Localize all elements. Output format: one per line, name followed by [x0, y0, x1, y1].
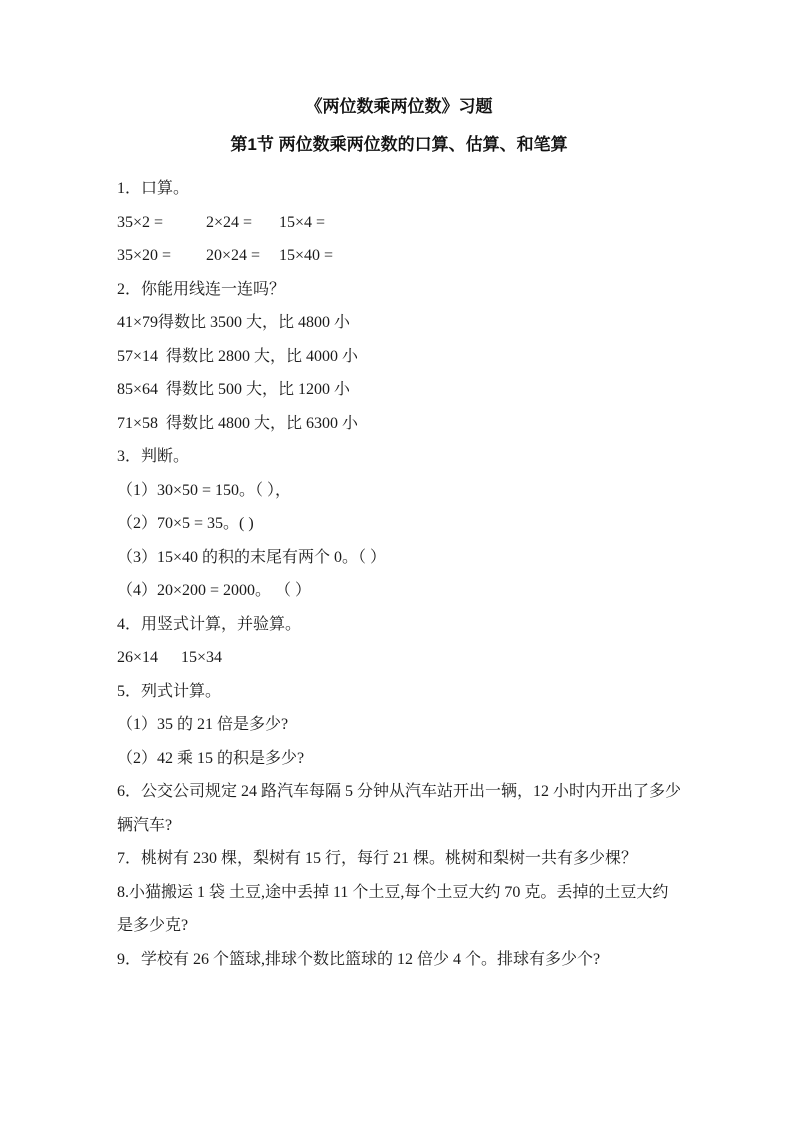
- oral-calc-expression: 35×20 =: [117, 247, 172, 264]
- q3-judgment-item: （2）70×5 = 35。( ): [117, 515, 254, 532]
- q1-row-1: [117, 206, 681, 240]
- oral-calc-expression: 15×4 =: [279, 213, 326, 231]
- q6-text-line-2: 辆汽车?: [117, 816, 173, 834]
- oral-calc-expression: 2×24 =: [206, 213, 253, 231]
- q3-heading: 3．判断。: [117, 448, 190, 465]
- q1-heading: 1．口算。: [117, 180, 190, 197]
- q4-expressions-row: [117, 641, 681, 675]
- q3-judgment-item: （3）15×40 的积的末尾有两个 0。（ ）: [117, 548, 387, 566]
- q3-judgment-item: （1）30×50 = 150。（ ），: [117, 481, 292, 499]
- q5-heading: 5．列式计算。: [117, 682, 222, 700]
- doc-subtitle: 第1节 两位数乘两位数的口算、估算、和笔算: [230, 135, 568, 154]
- q4-heading: 4．用竖式计算，并验算。: [117, 615, 302, 633]
- q2-match-line: 85×64 得数比 500 大，比 1200 小: [117, 381, 351, 398]
- q8-text-line-2: 是多少克?: [117, 917, 189, 934]
- q2-match-line: 57×14 得数比 2800 大，比 4000 小: [117, 347, 359, 365]
- q6-text-line-1: 6．公交公司规定 24 路汽车每隔 5 分钟从汽车站开出一辆，12 小时内开出了多少: [117, 783, 682, 800]
- q2-match-line: 71×58 得数比 4800 大，比 6300 小: [117, 414, 359, 432]
- worksheet-body: [117, 172, 681, 976]
- q5-item: （2）42 乘 15 的积是多少?: [117, 749, 305, 767]
- oral-calc-expression: 15×40 =: [279, 247, 334, 264]
- q8-text-line-1: 8.小猫搬运 1 袋 土豆,途中丢掉 11 个土豆,每个土豆大约 70 克。丢掉的土豆大约: [117, 883, 669, 901]
- vertical-calc-expression: 15×34: [181, 649, 223, 666]
- q3-judgment-item: （4）20×200 = 2000。 （ ）: [117, 582, 312, 599]
- q2-heading: 2．你能用线连一连吗？: [117, 280, 286, 298]
- q9-text: 9．学校有 26 个篮球,排球个数比篮球的 12 倍少 4 个。排球有多少个?: [117, 950, 601, 968]
- q5-item: （1）35 的 21 倍是多少?: [117, 716, 289, 733]
- q2-match-line: 41×79得数比 3500 大，比 4800 小: [117, 314, 351, 331]
- q7-text: 7．桃树有 230 棵，梨树有 15 行，每行 21 棵。桃树和梨树一共有多少棵？: [117, 850, 638, 867]
- oral-calc-expression: 35×2 =: [117, 213, 164, 231]
- q1-row-2: [117, 239, 681, 273]
- doc-title: 《两位数乘两位数》习题: [305, 97, 493, 116]
- oral-calc-expression: 20×24 =: [206, 247, 261, 264]
- vertical-calc-expression: 26×14: [117, 649, 159, 666]
